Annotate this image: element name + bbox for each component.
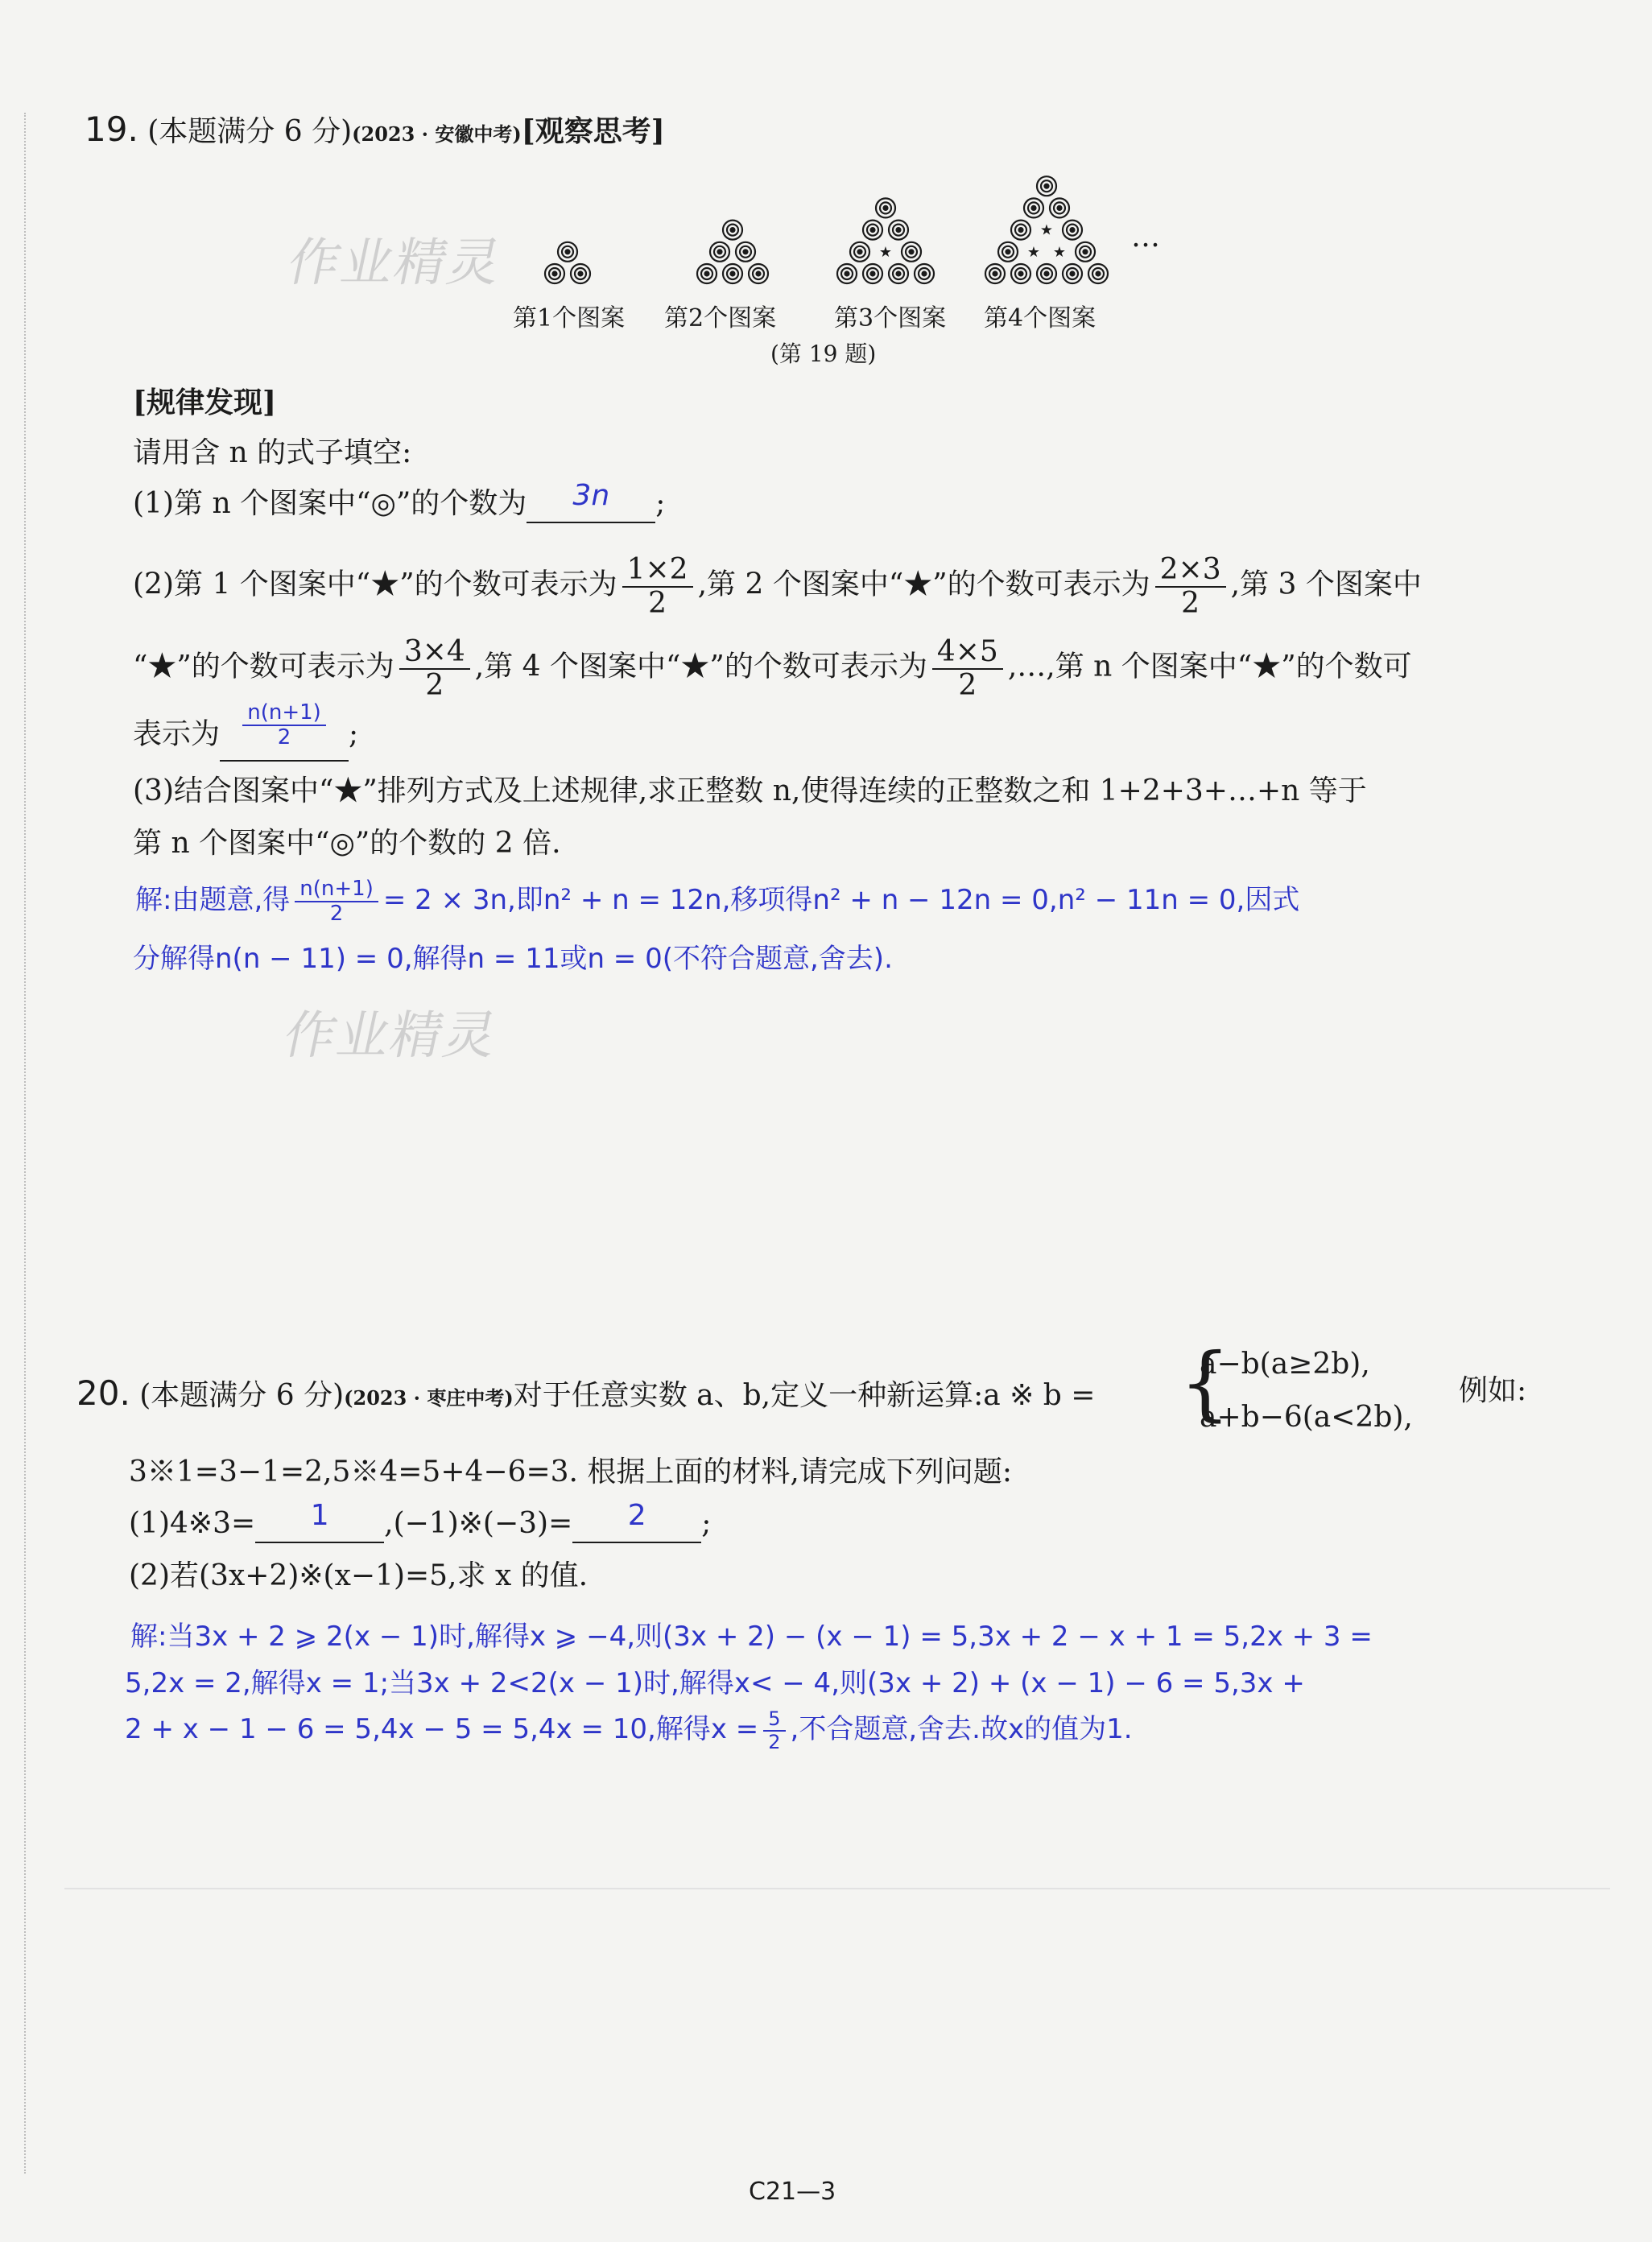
- q19-instruction: 请用含 n 的式子填空:: [133, 436, 412, 469]
- q20-header: [76, 1373, 1095, 1415]
- q19-part1-blank: [527, 479, 655, 523]
- q19-part1-text: (1)第 n 个图案中“◎”的个数为: [133, 487, 527, 520]
- double-circle-icon: [1037, 264, 1056, 283]
- double-circle-icon: [1063, 264, 1082, 283]
- figure-ellipsis: …: [1131, 221, 1160, 254]
- q19-part1: [133, 479, 666, 523]
- double-circle-icon: [902, 242, 921, 262]
- q20-part1-answer2: 2: [627, 1499, 646, 1532]
- q20-sol-frac: [763, 1708, 785, 1753]
- double-circle-icon: [723, 221, 742, 240]
- double-circle-icon: [889, 221, 908, 240]
- q20-intro: 对于任意实数 a、b,定义一种新运算:a ※ b =: [513, 1379, 1096, 1412]
- pattern-figure: [507, 153, 1167, 306]
- q19-sol-frac-den: 2: [329, 901, 344, 926]
- double-circle-icon: [1037, 176, 1056, 196]
- bottom-divider: [64, 1888, 1610, 1889]
- q20-brace: {: [1179, 1336, 1231, 1430]
- margin-dotted-line: [24, 113, 26, 2174]
- q20-solution-line2: 5,2x = 2,解得x = 1;当3x + 2<2(x − 1)时,解得x< − 4,则(3x + 2) + (x − 1) − 6 = 5,3x +: [125, 1667, 1305, 1699]
- page-number: C21—3: [749, 2178, 836, 2206]
- q19-points: (本题满分 6 分): [147, 115, 353, 148]
- q19-part2-line1: [133, 554, 1422, 619]
- q19-part2-line3: [133, 700, 359, 762]
- q19-part2-answer-den: 2: [277, 725, 291, 749]
- section-tag: [规律发现]: [133, 386, 277, 419]
- q19-part3-line2: 第 n 个图案中“◎”的个数的 2 倍.: [133, 827, 561, 860]
- q20-sol-frac-num: 5: [763, 1708, 785, 1731]
- watermark-middle: 作业精灵: [278, 1006, 504, 1066]
- q19-sol-frac: [295, 877, 378, 925]
- double-circle-icon: [1011, 221, 1030, 240]
- double-circle-icon: [837, 264, 857, 283]
- double-circle-icon: [723, 264, 742, 283]
- frac-1x2-num: 1×2: [622, 554, 693, 588]
- frac-1x2: [622, 554, 693, 619]
- q20-part1: [129, 1499, 712, 1543]
- q19-part2-end: ;: [349, 717, 359, 751]
- q20-part1-end: ;: [701, 1507, 712, 1540]
- double-circle-icon: [710, 242, 729, 262]
- q20-solution-line3: [125, 1707, 1133, 1753]
- pattern-group: [545, 176, 1108, 283]
- frac-3x4: [399, 636, 470, 701]
- q19-part2-text-e: ,第 4 个图案中“★”的个数可表示为: [474, 650, 927, 683]
- q19-part2-line2: [133, 636, 1412, 701]
- watermark-top: 作业精灵: [282, 233, 508, 293]
- double-circle-icon: [889, 264, 908, 283]
- frac-2x3-num: 2×3: [1155, 554, 1226, 588]
- frac-1x2-den: 2: [648, 586, 667, 620]
- frac-3x4-num: 3×4: [399, 636, 470, 670]
- q20-number: 20.: [76, 1373, 130, 1413]
- q20-solution-line1: 解:当3x + 2 ⩾ 2(x − 1)时,解得x ⩾ −4,则(3x + 2) − (x − 1) = 5,3x + 2 − x + 1 = 5,2x + 3 =: [130, 1621, 1373, 1653]
- q20-sol-3b: ,不合题意,舍去.故x的值为1.: [790, 1713, 1133, 1745]
- double-circle-icon: [850, 242, 869, 262]
- q19-part2-text-a: (2)第 1 个图案中“★”的个数可表示为: [133, 568, 617, 601]
- q19-part2-text-c: ,第 3 个图案中: [1230, 568, 1422, 601]
- q20-after: 例如:: [1459, 1374, 1527, 1407]
- double-circle-icon: [876, 198, 895, 217]
- q20-part1-text-b: ,(−1)※(−3)=: [384, 1507, 573, 1540]
- q20-part2: (2)若(3x+2)※(x−1)=5,求 x 的值.: [129, 1559, 589, 1592]
- q19-solution-line1: [135, 877, 1299, 925]
- q20-sol-frac-den: 2: [768, 1730, 781, 1753]
- frac-4x5: [932, 636, 1003, 701]
- double-circle-icon: [863, 264, 882, 283]
- q19-part2-answer-num: n(n+1): [242, 701, 326, 726]
- figure-label-1: 第1个图案: [513, 304, 626, 332]
- double-circle-icon: [558, 242, 577, 262]
- double-circle-icon: [736, 242, 755, 262]
- q19-tag: [观察思考]: [521, 114, 665, 148]
- q20-part1-answer1: 1: [310, 1499, 329, 1532]
- q20-part1-blank2: [572, 1499, 701, 1543]
- double-circle-icon: [1024, 198, 1043, 217]
- double-circle-icon: [1076, 242, 1095, 262]
- frac-2x3-den: 2: [1181, 586, 1200, 620]
- q20-example-line: 3※1=3−1=2,5※4=5+4−6=3. 根据上面的材料,请完成下列问题:: [129, 1455, 1012, 1488]
- q19-part1-end: ;: [655, 487, 666, 520]
- double-circle-icon: [863, 221, 882, 240]
- double-circle-icon: [915, 264, 934, 283]
- double-circle-icon: [749, 264, 768, 283]
- q19-number: 19.: [85, 109, 138, 149]
- figure-label-3: 第3个图案: [834, 304, 947, 332]
- q19-sol-a2: = 2 × 3n,即n² + n = 12n,移项得n² + n − 12n = 0,n² − 11n = 0,因式: [382, 884, 1300, 917]
- q20-case2: a+b−6(a<2b),: [1200, 1401, 1413, 1434]
- q19-sol-a1: 解:由题意,得: [135, 884, 291, 917]
- q20-sol-3a: 2 + x − 1 − 6 = 5,4x − 5 = 5,4x = 10,解得x =: [125, 1713, 759, 1745]
- figure-label-4: 第4个图案: [984, 304, 1097, 332]
- q19-part1-answer: 3n: [572, 479, 610, 512]
- q19-header: [85, 109, 665, 151]
- frac-2x3: [1155, 554, 1226, 619]
- figure-label-2: 第2个图案: [664, 304, 777, 332]
- double-circle-icon: [1063, 221, 1082, 240]
- q20-points: (本题满分 6 分): [139, 1379, 345, 1412]
- q19-part2-text-g: 表示为: [133, 717, 221, 751]
- double-circle-icon: [697, 264, 717, 283]
- double-circle-icon: [985, 264, 1005, 283]
- star-icon: ★: [1026, 243, 1041, 261]
- q19-solution-line2: 分解得n(n − 11) = 0,解得n = 11或n = 0(不符合题意,舍去).: [133, 943, 893, 975]
- frac-4x5-num: 4×5: [932, 636, 1003, 670]
- q19-part2-blank: [220, 700, 349, 762]
- double-circle-icon: [1011, 264, 1030, 283]
- double-circle-icon: [571, 264, 590, 283]
- q20-source: (2023 · 枣庄中考): [344, 1386, 514, 1410]
- double-circle-icon: [545, 264, 564, 283]
- q20-case1: a−b(a≥2b),: [1200, 1348, 1370, 1381]
- frac-4x5-den: 2: [958, 668, 977, 702]
- q19-part3-line1: (3)结合图案中“★”排列方式及上述规律,求正整数 n,使得连续的正整数之和 1+2+3+…+n 等于: [133, 774, 1367, 807]
- q19-part2-answer: [242, 701, 326, 749]
- q19-source: (2023 · 安徽中考): [352, 122, 522, 146]
- frac-3x4-den: 2: [425, 668, 444, 702]
- double-circle-icon: [998, 242, 1018, 262]
- star-icon: ★: [1039, 221, 1054, 239]
- q19-part2-text-f: ,…,第 n 个图案中“★”的个数可: [1007, 650, 1412, 683]
- q19-part2-text-d: “★”的个数可表示为: [133, 650, 394, 683]
- q20-part1-text-a: (1)4※3=: [129, 1507, 256, 1540]
- q20-part1-blank1: [255, 1499, 384, 1543]
- double-circle-icon: [1050, 198, 1069, 217]
- q19-part2-text-b: ,第 2 个图案中“★”的个数可表示为: [697, 568, 1150, 601]
- star-icon: ★: [1052, 243, 1067, 261]
- star-icon: ★: [878, 243, 893, 261]
- figure-caption: (第 19 题): [770, 341, 877, 367]
- q19-sol-frac-num: n(n+1): [295, 877, 378, 902]
- double-circle-icon: [1088, 264, 1108, 283]
